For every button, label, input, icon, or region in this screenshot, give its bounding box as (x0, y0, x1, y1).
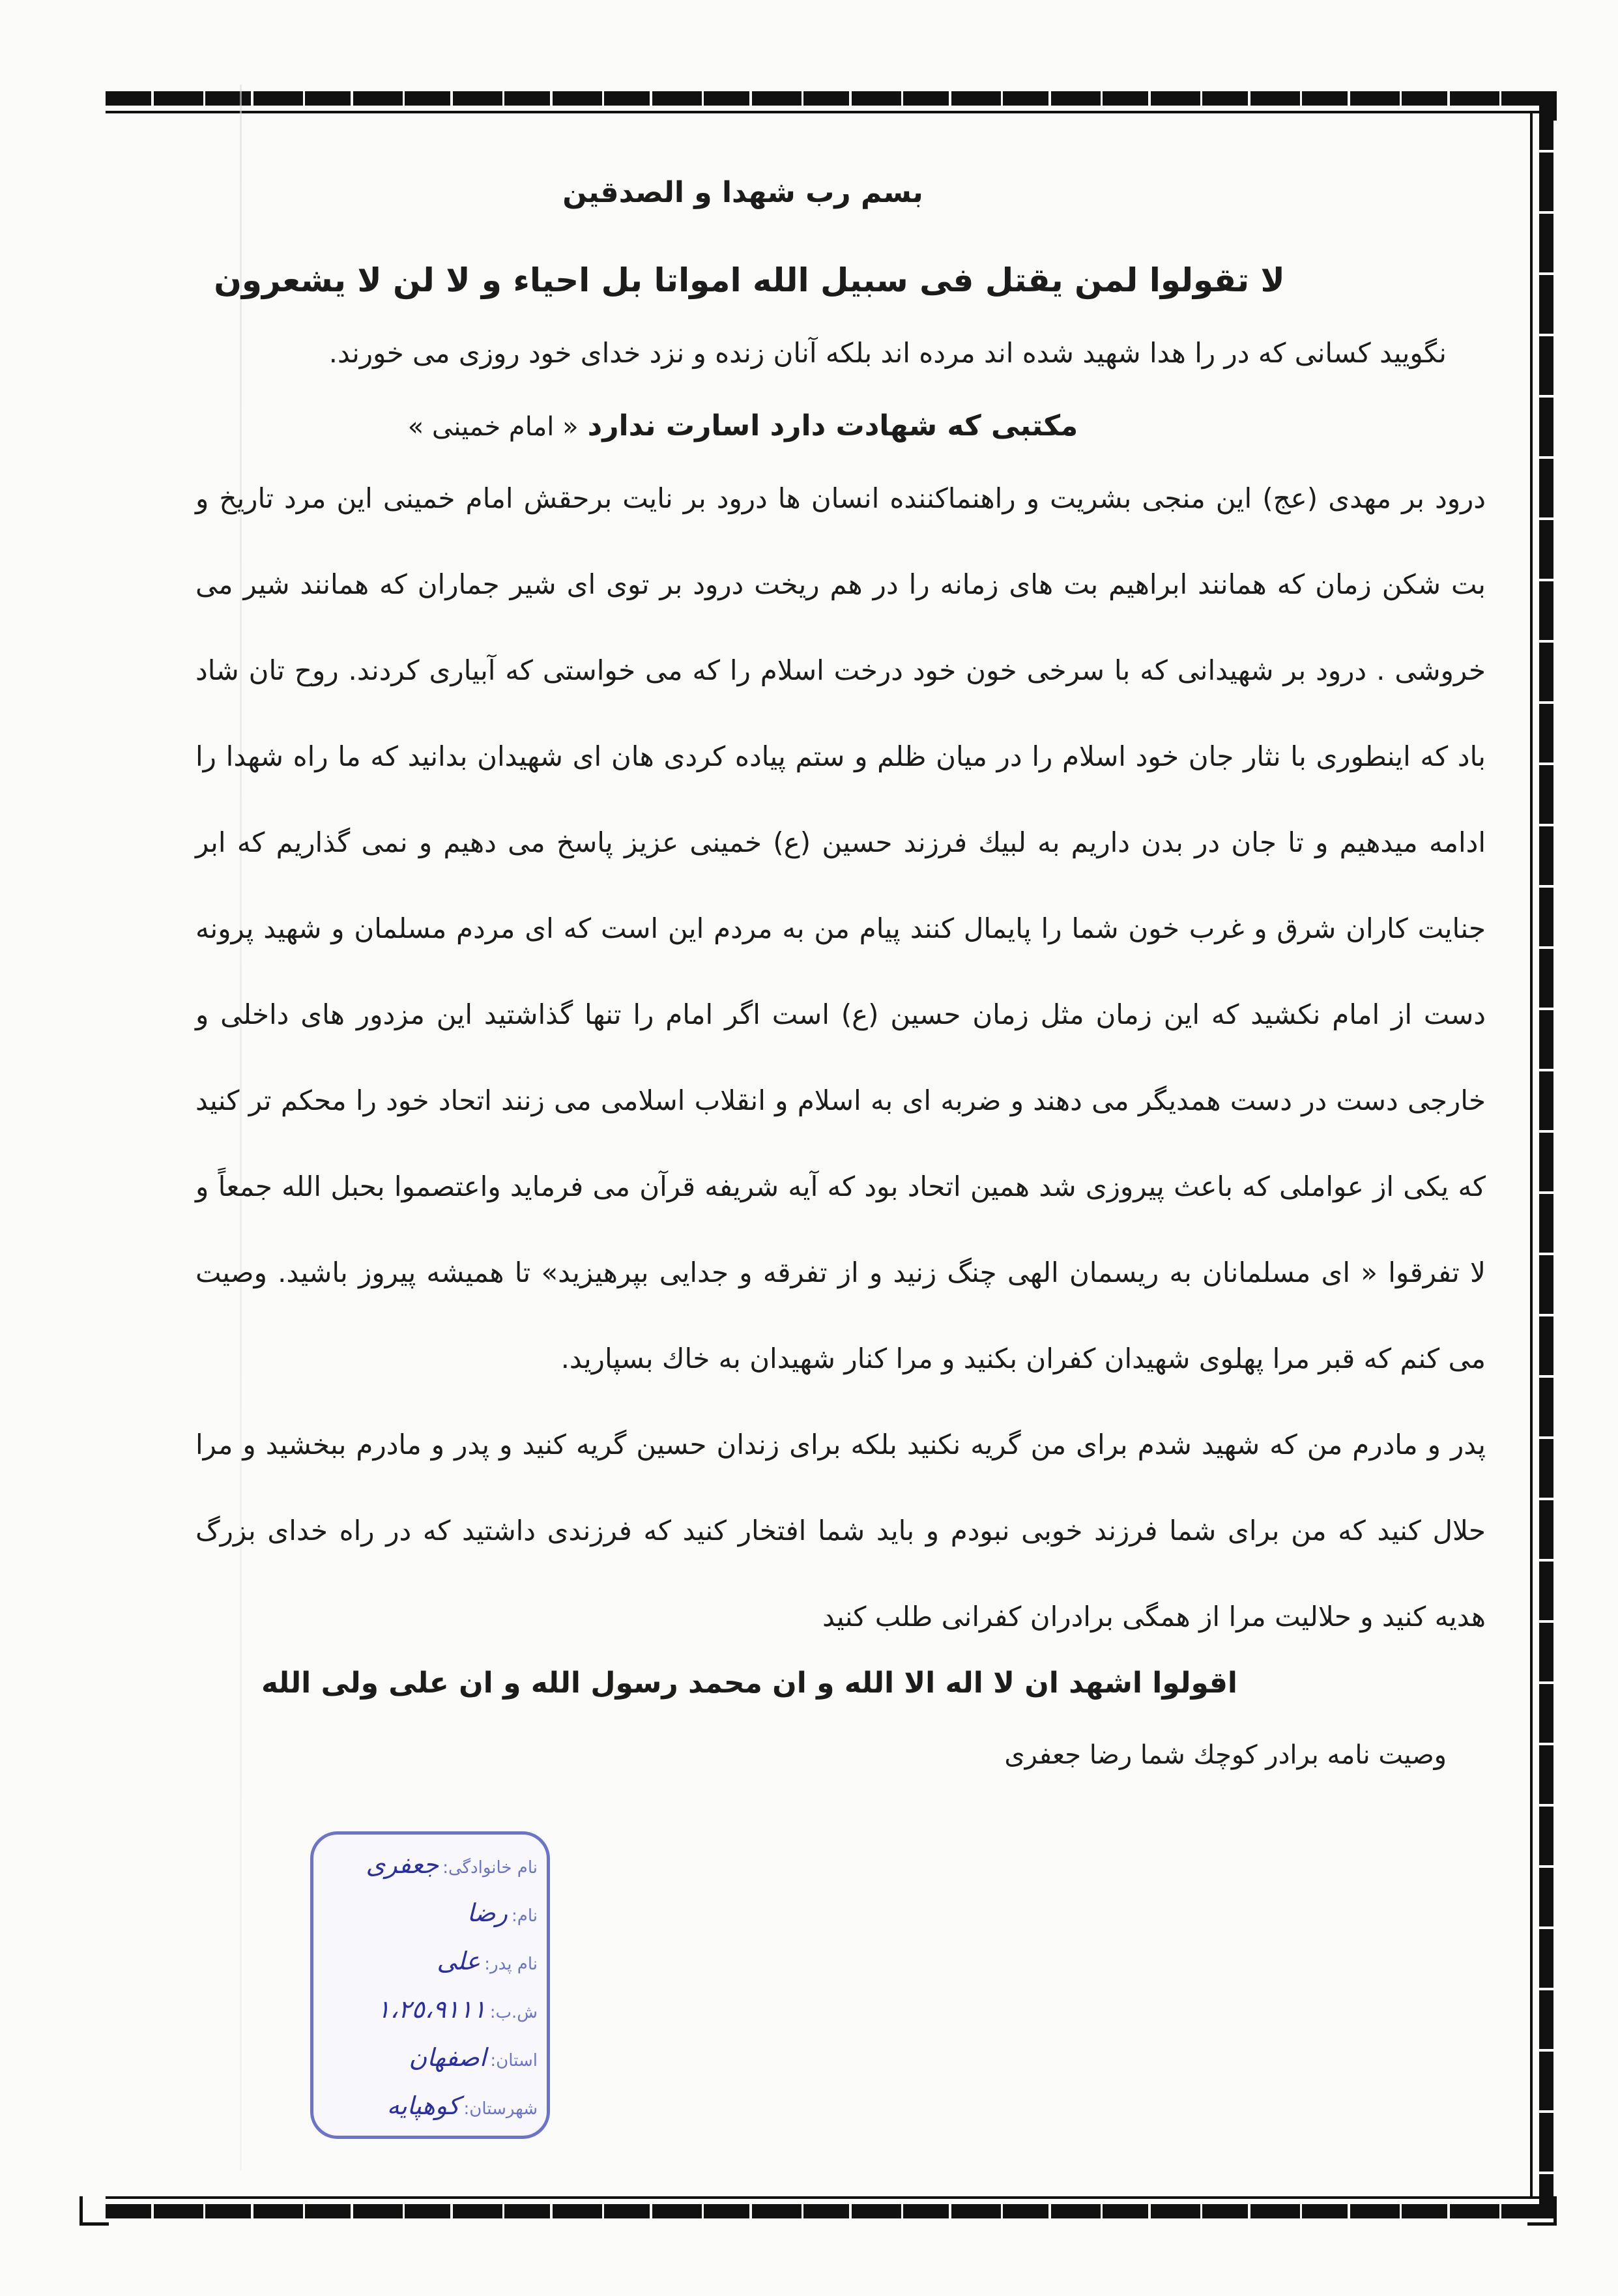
border-corner-top-right (1527, 91, 1557, 121)
paragraph-2-text: پدر و مادرم من كه شهيد شدم براى من گريه نكنيد بلكه براى زندان حسين گريه كنيد و پدر و مادرم ببخشيد و مرا حلال كنيد كه من براى شما فرزند خوبى نبودم و بايد شما افتخار كنيد كه فرزندى داشتيد كه در راه خداى بزرگ هديه كنيد و حلاليت مرا از همگى برادران كفرانى طلب كنيد (195, 1429, 1486, 1633)
stamp-label: ش.ب: (489, 2003, 538, 2022)
stamp-value: اصفهان (409, 2043, 487, 2072)
invocation-heading: بسم رب شهدا و الصدقين (562, 176, 923, 209)
closing-shahada: اقولوا اشهد ان لا اله الا الله و ان محمد رسول الله و ان على ولى الله (261, 1666, 1237, 1700)
stamp-value: رضا (467, 1898, 508, 1927)
quran-verse-heading: لا تقولوا لمن يقتل فى سبيل الله امواتا بل احياء و لا لن لا يشعرون (214, 261, 1285, 299)
stamp-label: نام خانوادگى: (442, 1858, 538, 1878)
verse-translation: نگوييد كسانى كه در را هدا شهيد شده اند مرده اند بلكه آنان زنده و نزد خداى خود روزى مى خورند. (328, 337, 1447, 369)
stamp-row-name (313, 1898, 547, 1944)
stamp-row-city (313, 2091, 547, 2137)
stamp-value: كوهپايه (386, 2091, 460, 2120)
motto-attribution: « امام خمينى » (407, 412, 579, 442)
stamp-row-province (313, 2043, 547, 2089)
stamp-label: شهرستان: (463, 2099, 538, 2119)
border-corner-bottom-left (79, 2196, 109, 2226)
stamp-label: نام: (511, 1906, 538, 1926)
stamp-value: جعفرى (366, 1850, 439, 1879)
border-top (106, 91, 1553, 106)
signature-line: وصيت نامه برادر كوچك شما رضا جعفرى (1004, 1740, 1447, 1770)
border-corner-bottom-right (1527, 2196, 1557, 2226)
stamp-row-father-name (313, 1947, 547, 1992)
stamp-row-family-name (313, 1850, 547, 1896)
stamp-label: نام پدر: (484, 1955, 538, 1974)
document-body (195, 156, 1486, 1770)
motto-text: مكتبى كه شهادت دارد اسارت ندارد (587, 409, 1078, 443)
identity-stamp (310, 1831, 550, 2139)
stamp-value: ١،٢٥،٩١١١ (377, 1995, 486, 2024)
paragraph-1 (195, 456, 1486, 1402)
border-right (1539, 91, 1553, 2218)
stamp-row-id-number (313, 1995, 547, 2041)
stamp-label: استان: (490, 2051, 538, 2071)
motto (195, 409, 1486, 443)
stamp-value: على (437, 1947, 481, 1975)
border-bottom (106, 2204, 1553, 2218)
paragraph-1-text: درود بر مهدى (عج) اين منجى بشريت و راهنماكننده انسان ها درود بر نايت برحقش امام خمينى اين مرد تاريخ و بت شكن زمان كه همانند ابراهيم بت هاى زمانه را در هم ريخت درود بر توى اى شير جماران كه همانند شير مى خروشى . درود بر شهيدانى كه با سرخى خون خود درخت اسلام را كه مى خواستى كه آبيارى كردند. روح تان شاد باد كه اينطورى با نثار جان خود اسلام را در ميان ظلم و ستم پياده كردى هان اى شهيدان بدانيد كه ما راه شهدا را ادامه ميدهيم و تا جان در بدن داريم به لبيك فرزند حسين (ع) خمينى عزيز پاسخ مى دهيم و نمى گذاريم كه ابر جنايت كاران شرق و غرب خون شما را پايمال كنند پيام من به مردم اين است كه اى مردم مسلمان و شهيد پرونه دست از امام نكشيد كه اين زمان مثل زمان حسين (ع) است اگر امام را تنها گذاشتيد اين مزدور هاى داخلى و خارجى دست در دست همديگر مى دهند و ضربه اى به اسلام و انقلاب اسلامى مى زنند اتحاد خود را محكم تر كنيد كه يكى از عواملى كه باعث پيروزى شد همين اتحاد بود كه آيه شريفه قرآن مى فرمايد واعتصموا بحبل الله جمعاً و لا تفرقوا « اى مسلمانان به ريسمان الهى چنگ زنيد و از تفرقه و جدايى بپرهيزيد» تا هميشه پيروز باشيد. وصيت مى كنم كه قبر مرا پهلوى شهيدان كفران بكنيد و مرا كنار شهيدان به خاك بسپاريد. (195, 482, 1486, 1374)
paragraph-2 (195, 1402, 1486, 1660)
